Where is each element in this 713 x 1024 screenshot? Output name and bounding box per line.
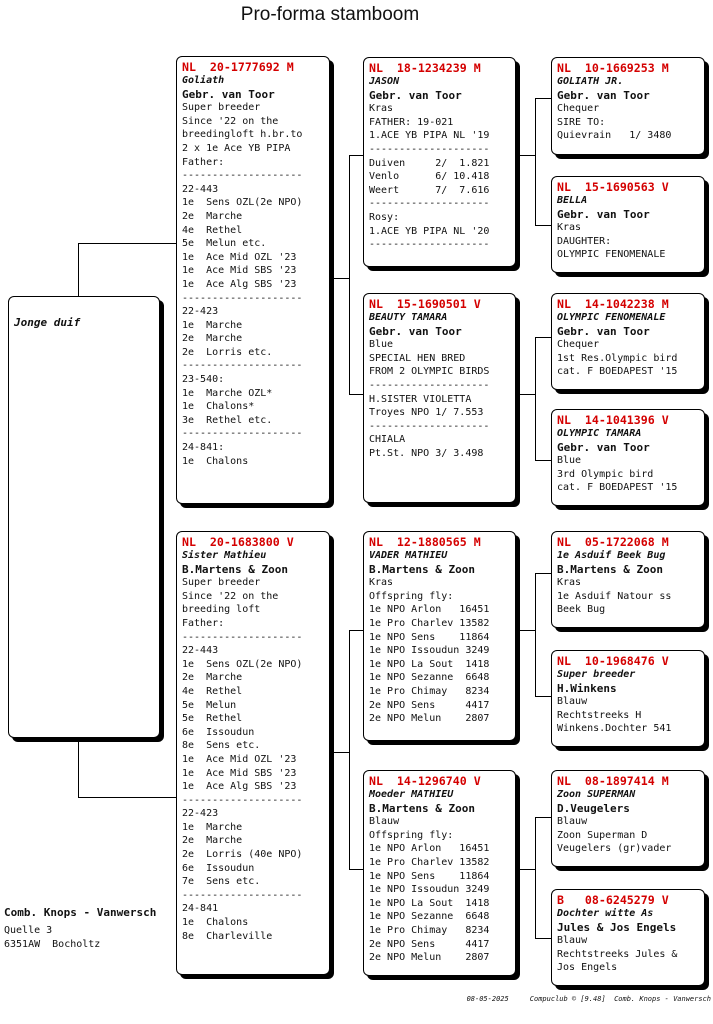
connector-line — [535, 337, 551, 338]
info-line: Jos Engels — [557, 962, 618, 974]
info-line: SPECIAL HEN BRED — [369, 352, 466, 364]
info-line: Kras — [557, 577, 582, 589]
info-line: 5e Melun etc. — [182, 238, 267, 250]
info-line: -------------------- — [369, 239, 490, 251]
info-line: 2e Marche — [182, 672, 243, 684]
info-line: Chequer — [557, 103, 600, 115]
info-line: Winkens.Dochter 541 — [557, 723, 672, 735]
info-line: Rechtstreeks H — [557, 709, 642, 721]
info-line: 1e Sens OZL(2e NPO) — [182, 197, 303, 209]
ring-number: NL 14-1041396 V — [557, 413, 669, 427]
owner-name: B.Martens & Zoon — [182, 562, 288, 576]
connector-line — [535, 817, 536, 939]
info-line: SIRE TO: — [557, 116, 606, 128]
info-line: Super breeder — [182, 577, 261, 589]
info-line: 1e Chalons* — [182, 401, 255, 413]
ring-number: NL 18-1234239 M — [369, 61, 481, 75]
info-line: 1.ACE YB PIPA NL '19 — [369, 130, 490, 142]
connector-line — [535, 225, 551, 226]
ring-number: NL 20-1777692 M — [182, 60, 294, 74]
info-line: 3rd Olympic bird — [557, 468, 654, 480]
info-line: 1e Marche — [182, 319, 243, 331]
info-line: -------------------- — [369, 379, 490, 391]
info-line: -------------------- — [369, 198, 490, 210]
info-line: -------------------- — [182, 428, 303, 440]
info-line: 3e Rethel etc. — [182, 414, 273, 426]
info-line: -------------------- — [182, 631, 303, 643]
breeder-info — [4, 905, 156, 952]
ring-number: NL 12-1880565 M — [369, 535, 481, 549]
pigeon-name: BELLA — [557, 195, 588, 206]
info-line: 1e Marche — [182, 821, 243, 833]
info-line: 1e Pro Charlev 13582 — [369, 856, 490, 868]
sire-sire-sire-card[interactable] — [551, 57, 705, 155]
info-line: Rosy: — [369, 211, 400, 223]
info-line: cat. F BOEDAPEST '15 — [557, 366, 678, 378]
info-line: 1e Sens OZL(2e NPO) — [182, 658, 303, 670]
info-line: Father: — [182, 156, 225, 168]
connector-line — [78, 737, 79, 797]
info-line: Pt.St. NPO 3/ 3.498 — [369, 447, 484, 459]
owner-name: Gebr. van Toor — [369, 324, 462, 338]
info-line: 1e NPO Sezanne 6648 — [369, 672, 490, 684]
info-line: DAUGHTER: — [557, 235, 612, 247]
connector-line — [516, 869, 536, 870]
pigeon-name: Goliath — [182, 75, 225, 86]
connector-line — [516, 155, 536, 156]
info-line: FROM 2 OLYMPIC BIRDS — [369, 366, 490, 378]
connector-line — [516, 394, 536, 395]
connector-line — [78, 243, 79, 297]
owner-name: D.Veugelers — [557, 801, 630, 815]
info-line: 22-443 — [182, 183, 219, 195]
sire-dam-card[interactable] — [363, 293, 516, 503]
info-line: Quievrain 1/ 3480 — [557, 130, 672, 142]
info-line: Blue — [369, 339, 394, 351]
owner-name: Gebr. van Toor — [182, 87, 275, 101]
ring-number: B 08-6245279 V — [557, 893, 669, 907]
info-line: -------------------- — [369, 420, 490, 432]
info-line: Since '22 on the — [182, 590, 279, 602]
info-line: 1e Ace Mid OZL '23 — [182, 251, 297, 263]
owner-name: B.Martens & Zoon — [369, 801, 475, 815]
info-line: 2e NPO Melun 2807 — [369, 713, 490, 725]
info-line: 22-423 — [182, 808, 219, 820]
pigeon-name: GOLIATH JR. — [557, 76, 624, 87]
info-line: 4e Rethel — [182, 224, 243, 236]
info-line: 1e Ace Alg SBS '23 — [182, 278, 297, 290]
info-line: 1e NPO Sezanne 6648 — [369, 911, 490, 923]
info-line: Blauw — [557, 696, 588, 708]
dam-sire-card[interactable] — [363, 531, 516, 741]
connector-line — [535, 98, 536, 226]
connector-line — [330, 752, 350, 753]
pigeon-name: OLYMPIC FENOMENALE — [557, 312, 666, 323]
dam-dam-card[interactable] — [363, 770, 516, 976]
info-line: 24-841 — [182, 903, 219, 915]
owner-name: Gebr. van Toor — [557, 207, 650, 221]
info-line: 2e Marche — [182, 835, 243, 847]
info-line: FATHER: 19-021 — [369, 116, 454, 128]
connector-line — [535, 573, 551, 574]
connector-line — [349, 630, 350, 870]
ring-number: NL 05-1722068 M — [557, 535, 669, 549]
info-line: 22-443 — [182, 645, 219, 657]
info-line: 4e Rethel — [182, 685, 243, 697]
info-line: 1e Ace Mid OZL '23 — [182, 753, 297, 765]
info-line: Troyes NPO 1/ 7.553 — [369, 407, 484, 419]
info-line: 1e Chalons — [182, 917, 249, 929]
pigeon-name: JASON — [369, 76, 400, 87]
connector-line — [330, 278, 350, 279]
ring-number: NL 10-1968476 V — [557, 654, 669, 668]
sire-sire-dam-card[interactable] — [551, 176, 705, 273]
info-line: 1e Ace Alg SBS '23 — [182, 781, 297, 793]
info-line: 5e Melun — [182, 699, 237, 711]
info-line: 1st Res.Olympic bird — [557, 352, 678, 364]
info-line: H.SISTER VIOLETTA — [369, 393, 472, 405]
pigeon-name: 1e Asduif Beek Bug — [557, 550, 666, 561]
info-line: 1e NPO La Sout 1418 — [369, 897, 490, 909]
info-line: Since '22 on the — [182, 115, 279, 127]
info-line: 7e Sens etc. — [182, 876, 261, 888]
info-line: Zoon Superman D — [557, 829, 648, 841]
info-line: Blue — [557, 455, 582, 467]
info-line: -------------------- — [182, 889, 303, 901]
ring-number: NL 14-1042238 M — [557, 297, 669, 311]
ring-number: NL 15-1690501 V — [369, 297, 481, 311]
connector-line — [535, 460, 551, 461]
connector-line — [349, 155, 363, 156]
connector-line — [535, 573, 536, 697]
connector-line — [535, 938, 551, 939]
info-line: cat. F BOEDAPEST '15 — [557, 482, 678, 494]
pigeon-name: Zoon SUPERMAN — [557, 789, 636, 800]
owner-name: Gebr. van Toor — [557, 440, 650, 454]
info-line: 2e Lorris (40e NPO) — [182, 849, 303, 861]
info-line: Beek Bug — [557, 604, 606, 616]
info-line: 1e NPO Issoudun 3249 — [369, 645, 490, 657]
connector-line — [78, 243, 176, 244]
dam-sire-sire-card[interactable] — [551, 531, 705, 628]
info-line: 6e Issoudun — [182, 726, 255, 738]
info-line: 1e NPO La Sout 1418 — [369, 658, 490, 670]
info-line: Kras — [557, 222, 582, 234]
info-line: Father: — [182, 617, 225, 629]
info-line: 1e Marche OZL* — [182, 387, 273, 399]
breeder-city: 6351AW Bocholtz — [4, 939, 101, 950]
info-line: breeding loft — [182, 604, 261, 616]
info-line: Offspring fly: — [369, 590, 454, 602]
info-line: 2e Lorris etc. — [182, 346, 273, 358]
info-line: Venlo 6/ 10.418 — [369, 171, 490, 183]
owner-name: B.Martens & Zoon — [557, 562, 663, 576]
info-line: 1e NPO Sens 11864 — [369, 631, 490, 643]
sire-dam-dam-card[interactable] — [551, 409, 705, 506]
ring-number: NL 08-1897414 M — [557, 774, 669, 788]
info-line: breedingloft h.br.to — [182, 129, 303, 141]
footer-credit: 08-05-2025 Compuclub © [9.48] Comb. Knops - Vanwersch — [466, 995, 711, 1003]
info-line: Chequer — [557, 339, 600, 351]
pigeon-name: OLYMPIC TAMARA — [557, 428, 642, 439]
info-line: 1e Asduif Natour ss — [557, 590, 672, 602]
info-line: 24-841: — [182, 442, 225, 454]
info-line: 2e Marche — [182, 333, 243, 345]
connector-line — [349, 394, 363, 395]
owner-name: Gebr. van Toor — [557, 88, 650, 102]
ring-number: NL 10-1669253 M — [557, 61, 669, 75]
connector-line — [535, 817, 551, 818]
info-line: 1e Pro Charlev 13582 — [369, 617, 490, 629]
owner-name: Gebr. van Toor — [557, 324, 650, 338]
info-line: 2e NPO Sens 4417 — [369, 938, 490, 950]
info-line: -------------------- — [182, 794, 303, 806]
info-line: Super breeder — [182, 102, 261, 114]
info-line: 2 x 1e Ace YB PIPA — [182, 142, 291, 154]
info-line: 5e Rethel — [182, 713, 243, 725]
info-line: Kras — [369, 577, 394, 589]
info-line: Blauw — [557, 816, 588, 828]
info-line: 23-540: — [182, 374, 225, 386]
connector-line — [349, 869, 363, 870]
owner-name: Gebr. van Toor — [369, 88, 462, 102]
info-line: 1e Ace Mid SBS '23 — [182, 265, 297, 277]
info-line: 1e Ace Mid SBS '23 — [182, 767, 297, 779]
connector-line — [535, 98, 551, 99]
sire-dam-sire-card[interactable] — [551, 293, 705, 390]
info-line: 2e NPO Sens 4417 — [369, 699, 490, 711]
info-line: 6e Issoudun — [182, 862, 255, 874]
info-line: -------------------- — [182, 292, 303, 304]
connector-line — [78, 797, 176, 798]
dam-card[interactable] — [176, 531, 330, 975]
info-line: Blauw — [557, 935, 588, 947]
info-line: -------------------- — [182, 360, 303, 372]
info-line: 1e NPO Issoudun 3249 — [369, 884, 490, 896]
info-line: 1.ACE YB PIPA NL '20 — [369, 225, 490, 237]
connector-line — [516, 630, 536, 631]
pigeon-name: BEAUTY TAMARA — [369, 312, 448, 323]
info-line: Duiven 2/ 1.821 — [369, 157, 490, 169]
owner-name: H.Winkens — [557, 681, 617, 695]
connector-line — [535, 696, 551, 697]
ring-number: NL 20-1683800 V — [182, 535, 294, 549]
info-line: Offspring fly: — [369, 829, 454, 841]
info-line: Blauw — [369, 816, 400, 828]
info-line: 8e Sens etc. — [182, 740, 261, 752]
info-line: 1e NPO Arlon 16451 — [369, 843, 490, 855]
owner-name: B.Martens & Zoon — [369, 562, 475, 576]
connector-line — [349, 155, 350, 395]
pigeon-name: Super breeder — [557, 669, 636, 680]
ring-number: NL 15-1690563 V — [557, 180, 669, 194]
info-line: 1e Pro Chimay 8234 — [369, 685, 490, 697]
ring-number: NL 14-1296740 V — [369, 774, 481, 788]
pigeon-name: Dochter witte As — [557, 908, 654, 919]
info-line: Weert 7/ 7.616 — [369, 184, 490, 196]
sire-sire-card[interactable] — [363, 57, 516, 267]
info-line: Rechtstreeks Jules & — [557, 948, 678, 960]
dam-sire-dam-card[interactable] — [551, 650, 705, 747]
info-line: Kras — [369, 103, 394, 115]
info-line: -------------------- — [182, 170, 303, 182]
info-line: 1e Chalons — [182, 455, 249, 467]
info-line: -------------------- — [369, 143, 490, 155]
breeder-street: Quelle 3 — [4, 925, 53, 936]
info-line: 2e NPO Melun 2807 — [369, 952, 490, 964]
info-line: 2e Marche — [182, 210, 243, 222]
root-pigeon-label: Jonge duif — [14, 316, 81, 329]
info-line: CHIALA — [369, 434, 406, 446]
info-line: 22-423 — [182, 306, 219, 318]
info-line: 1e NPO Arlon 16451 — [369, 604, 490, 616]
pigeon-name: Sister Mathieu — [182, 550, 267, 561]
dam-dam-sire-card[interactable] — [551, 770, 705, 867]
page-title: Pro-forma stamboom — [240, 4, 420, 25]
info-line: OLYMPIC FENOMENALE — [557, 249, 666, 261]
connector-line — [535, 337, 536, 461]
connector-line — [349, 630, 363, 631]
info-line: 1e Pro Chimay 8234 — [369, 924, 490, 936]
info-line: Veugelers (gr)vader — [557, 843, 672, 855]
info-line: 1e NPO Sens 11864 — [369, 870, 490, 882]
dam-dam-dam-card[interactable] — [551, 889, 705, 986]
root-pigeon-card[interactable] — [8, 296, 160, 738]
info-line: 8e Charleville — [182, 930, 273, 942]
pigeon-name: VADER MATHIEU — [369, 550, 448, 561]
pigeon-name: Moeder MATHIEU — [369, 789, 454, 800]
owner-name: Jules & Jos Engels — [557, 920, 677, 934]
sire-card[interactable] — [176, 56, 330, 504]
breeder-name: Comb. Knops - Vanwersch — [4, 906, 157, 919]
